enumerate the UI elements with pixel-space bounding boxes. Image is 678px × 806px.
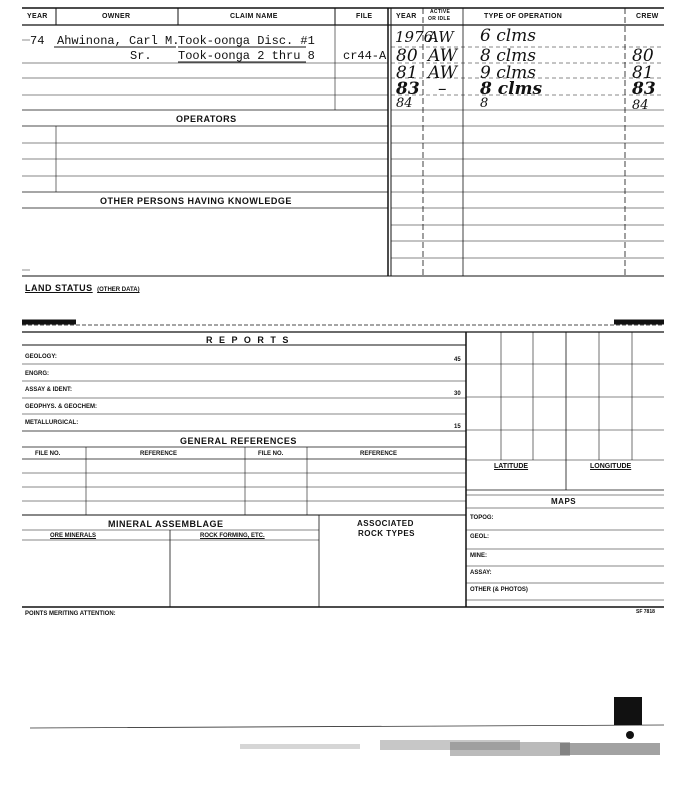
log-crew-3: 81 — [632, 63, 654, 83]
report-geology-num: 45 — [454, 357, 461, 363]
log-year-1: 1976 — [395, 28, 434, 46]
col-crew: CREW — [636, 13, 659, 20]
col-idle: OR IDLE — [428, 16, 451, 22]
map-topog: TOPOG: — [470, 515, 494, 521]
owner-suffix: Sr. — [130, 49, 152, 63]
map-geol: GEOL: — [470, 534, 489, 540]
associated-rock-2: ROCK TYPES — [358, 529, 416, 538]
log-crew-5: 84 — [632, 98, 649, 113]
points-meriting-attention: POINTS MERITING ATTENTION: — [25, 611, 116, 617]
land-status-heading: LAND STATUS — [25, 283, 93, 293]
log-status-2: AW — [428, 46, 458, 66]
owner-name: Ahwinona, Carl M. — [57, 34, 180, 48]
ref-file-no-2: FILE NO. — [258, 451, 284, 457]
log-op-2: 8 clms — [480, 46, 537, 66]
report-geophys: GEOPHYS. & GEOCHEM: — [25, 404, 98, 410]
col-owner: OWNER — [102, 13, 131, 20]
log-status-4: – — [438, 79, 447, 99]
longitude-label: LONGITUDE — [590, 463, 632, 470]
col-type-of-operation: TYPE OF OPERATION — [484, 13, 563, 20]
log-crew-4: 83 — [632, 79, 656, 99]
map-assay: ASSAY: — [470, 570, 492, 576]
log-op-5: 8 — [480, 96, 489, 111]
general-references-heading: GENERAL REFERENCES — [180, 436, 297, 446]
operators-heading: OPERATORS — [176, 114, 237, 124]
col-active: ACTIVE — [430, 9, 451, 15]
ref-reference-1: REFERENCE — [140, 451, 178, 457]
map-other: OTHER (& PHOTOS) — [470, 587, 528, 593]
form-number: SF 7818 — [636, 609, 655, 615]
ref-reference-2: REFERENCE — [360, 451, 398, 457]
claim-line-2: Took-oonga 2 thru 8 — [178, 49, 315, 63]
report-metallurgical-num: 15 — [454, 424, 461, 430]
ref-file-no-1: FILE NO. — [35, 451, 61, 457]
col-year-2: YEAR — [396, 13, 417, 20]
log-op-1: 6 clms — [480, 26, 537, 46]
log-year-4: 83 — [396, 79, 420, 99]
rock-forming-label: ROCK FORMING, ETC. — [200, 533, 265, 539]
scan-artifacts — [30, 697, 664, 756]
maps-heading: MAPS — [551, 497, 577, 506]
mineral-assemblage-heading: MINERAL ASSEMBLAGE — [108, 519, 224, 529]
other-persons-heading: OTHER PERSONS HAVING KNOWLEDGE — [100, 196, 292, 206]
col-claim-name: CLAIM NAME — [230, 13, 278, 20]
entry-year: 74 — [30, 34, 45, 48]
ore-minerals-label: ORE MINERALS — [50, 533, 97, 539]
land-status — [25, 278, 140, 296]
report-assay: ASSAY & IDENT: — [25, 387, 73, 393]
land-status-sub: (OTHER DATA) — [97, 287, 140, 293]
log-year-5: 84 — [396, 96, 413, 111]
log-crew-2: 80 — [632, 46, 654, 66]
log-op-3: 9 clms — [480, 63, 537, 83]
reports-heading: R E P O R T S — [206, 335, 291, 345]
log-year-3: 81 — [396, 63, 418, 83]
file-number: cr44-A — [343, 49, 387, 63]
associated-rock-1: ASSOCIATED — [357, 519, 414, 528]
col-year: YEAR — [27, 13, 48, 20]
log-status-3: AW — [428, 63, 458, 83]
col-file: FILE — [356, 13, 373, 20]
log-year-2: 80 — [396, 46, 418, 66]
log-status-1: AW — [428, 28, 454, 46]
report-engrg: ENGRG: — [25, 371, 49, 377]
report-geology: GEOLOGY: — [25, 354, 57, 360]
log-op-4: 8 clms — [480, 79, 543, 99]
claim-line-1: Took-oonga Disc. #1 — [178, 34, 315, 48]
latitude-label: LATITUDE — [494, 463, 529, 470]
report-metallurgical: METALLURGICAL: — [25, 420, 79, 426]
map-mine: MINE: — [470, 553, 487, 559]
report-assay-num: 30 — [454, 391, 461, 397]
